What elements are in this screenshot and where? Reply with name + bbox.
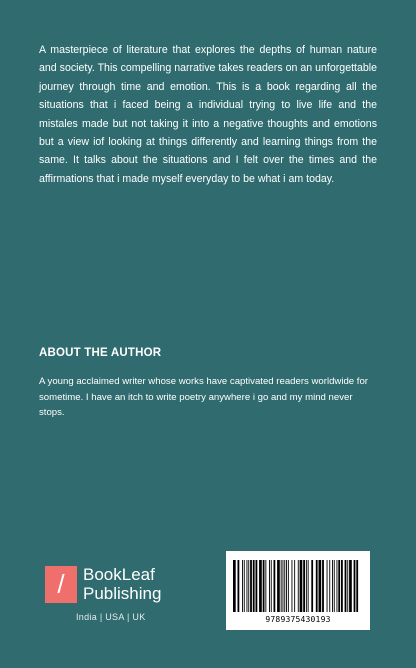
barcode-bar (233, 560, 236, 612)
barcode-bar (327, 560, 328, 612)
publisher-name-line1: BookLeaf (83, 565, 155, 584)
barcode-bar (356, 560, 358, 612)
barcode-bar (308, 560, 309, 612)
barcode-bar (286, 560, 287, 612)
barcode-bar (263, 560, 265, 612)
barcode-bar (274, 560, 276, 612)
about-author-heading: ABOUT THE AUTHOR (39, 347, 162, 359)
book-blurb: A masterpiece of literature that explores the depths of human nature and society. This compelling narrative takes readers on an unforgettable journey through time and emotion. This is a book regarding all the situations that i faced being a individual trying to live life and the mistales made but not taking it into a negative thoughts and emotions but a view iof looking at things differently and learning things from the same. It talks about the situations and I felt over the times and the affirmations that i made myself everyday to be what i am today. (39, 44, 377, 185)
barcode-bars (232, 560, 362, 612)
barcode-bar (253, 560, 255, 612)
barcode-bar (298, 560, 299, 612)
barcode-bar (242, 560, 243, 612)
barcode-bar (259, 560, 262, 612)
barcode-bar (316, 560, 318, 612)
barcode-bar (345, 560, 347, 612)
barcode-bar (271, 560, 272, 612)
barcode-bar (265, 560, 266, 612)
barcode-bar (281, 560, 282, 612)
barcode-bar (269, 560, 270, 612)
barcode-bar (250, 560, 252, 612)
barcode-bar (238, 560, 240, 612)
barcode-bar (332, 560, 333, 612)
publisher-name-line2: Publishing (83, 584, 162, 603)
isbn-number: 9789375430193 (265, 615, 331, 624)
barcode-bar (322, 560, 324, 612)
barcode-bar (294, 560, 295, 612)
barcode-bar (354, 560, 356, 612)
barcode-bar (337, 560, 338, 612)
barcode-bar (288, 560, 289, 612)
barcode-bar (277, 560, 280, 612)
barcode-bar (311, 560, 313, 612)
publisher-locations: India | USA | UK (76, 612, 146, 622)
barcode-bar (300, 560, 303, 612)
barcode-bar (329, 560, 330, 612)
barcode-bar (303, 560, 305, 612)
barcode-bar (247, 560, 248, 612)
barcode-bar (283, 560, 284, 612)
barcode-bar (256, 560, 258, 612)
barcode-bar (306, 560, 307, 612)
barcode-bar (334, 560, 335, 612)
barcode-bar (338, 560, 340, 612)
barcode-bar (244, 560, 245, 612)
barcode-bar (341, 560, 343, 612)
logo-slash-glyph: / (57, 569, 65, 599)
barcode-bar (319, 560, 322, 612)
barcode-bar (347, 560, 348, 612)
barcode-bar (292, 560, 293, 612)
barcode-bar (349, 560, 352, 612)
barcode-bar (248, 560, 249, 612)
barcode (226, 551, 370, 630)
barcode-bar (284, 560, 285, 612)
about-author-text: A young acclaimed writer whose works have captivated readers worldwide for sometime. I have an itch to write poetry anywhere i go and my mind never stops. (39, 376, 369, 419)
